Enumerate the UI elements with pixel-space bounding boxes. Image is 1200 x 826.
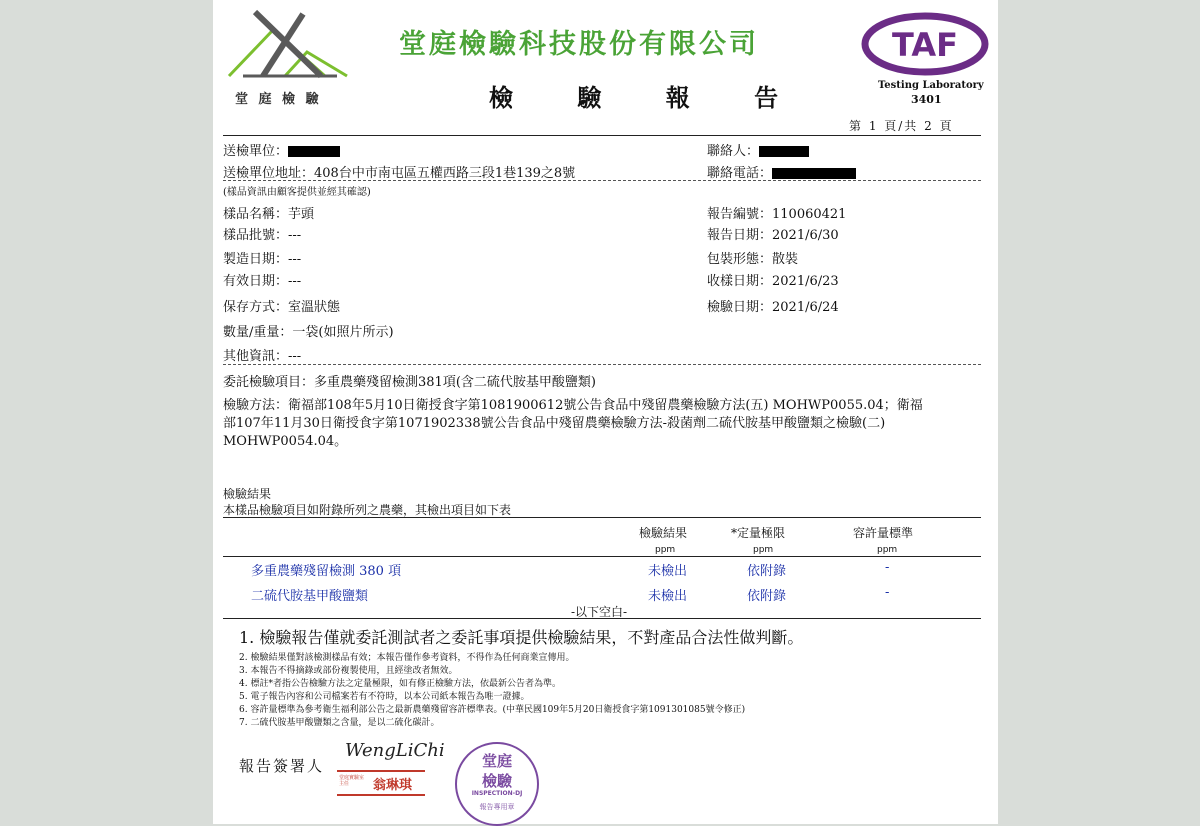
taf-mark: TAF (892, 26, 958, 64)
row-2-limit: 依附錄 (747, 589, 787, 604)
table-top-line (223, 517, 981, 518)
report-paper (213, 0, 998, 824)
exp-date-row: 有效日期：--- (223, 274, 302, 289)
mfg-date-row: 製造日期：--- (223, 252, 302, 267)
phone-row (707, 162, 856, 181)
method-line-2: 部107年11月30日衛授食字第1071902338號公告食品中殘留農藥檢驗方法-殺菌劑二硫代胺基甲酸鹽類之檢驗(二) (223, 416, 886, 431)
client-unit-label: 送檢單位： (223, 144, 289, 159)
seal-line4: 報告專用章 (479, 803, 515, 811)
storage-row: 保存方式：室溫狀態 (223, 300, 341, 315)
note-3: 3. 本報告不得摘錄或部份複製使用，且經塗改者無效。 (239, 666, 458, 676)
client-unit-row (223, 140, 340, 159)
name-stamp (337, 770, 425, 796)
phone-label: 聯絡電話： (707, 166, 773, 181)
contact-label: 聯絡人： (707, 144, 760, 159)
redacted-phone (772, 168, 856, 179)
header-divider (223, 135, 981, 136)
col-header-result: 檢驗結果 (639, 526, 688, 540)
note-main: 1. 檢驗報告僅就委託測試者之委託事項提供檢驗結果，不對產品合法性做判斷。 (239, 628, 804, 647)
report-no-row: 報告編號：110060421 (707, 207, 847, 222)
taf-logo-icon (861, 10, 989, 82)
name-stamp-title: 堂庭實驗室主任 (339, 775, 365, 787)
unit-result: ppm (655, 545, 676, 555)
signature-handwriting: WengLiChi (345, 740, 445, 761)
report-title: 檢 驗 報 告 (489, 83, 807, 112)
name-stamp-name: 翁琳琪 (373, 778, 413, 793)
commission-row: 委託檢驗項目：多重農藥殘留檢測381項(含二硫代胺基甲酸鹽類) (223, 375, 596, 390)
row-2-standard: - (885, 585, 890, 600)
method-line-3: MOHWP0054.04。 (223, 434, 348, 449)
test-date-row: 檢驗日期：2021/6/24 (707, 300, 839, 315)
table-bottom-line (223, 618, 981, 619)
page-info: 第 1 頁/共 2 頁 (849, 119, 954, 133)
customer-note: (樣品資訊由顧客提供並經其確認) (223, 187, 371, 198)
results-title: 檢驗結果 (223, 487, 272, 501)
address-row (223, 162, 575, 181)
row-1-standard: - (885, 560, 890, 575)
row-2-item: 二硫代胺基甲酸鹽類 (251, 589, 369, 604)
row-1-item: 多重農藥殘留檢測 380 項 (251, 564, 402, 579)
note-5: 5. 電子報告內容和公司檔案若有不符時，以本公司紙本報告為唯一證據。 (239, 692, 530, 702)
logo-text: 堂 庭 檢 驗 (235, 92, 322, 107)
note-7: 7. 二硫代胺基甲酸鹽類之含量，是以二硫化碳計。 (239, 718, 440, 728)
sample-batch-row: 樣品批號：--- (223, 228, 302, 243)
contact-row (707, 140, 809, 159)
row-1-result: 未檢出 (648, 564, 688, 579)
company-seal (455, 742, 539, 826)
dashed-divider-1 (223, 180, 981, 181)
seal-line2: 檢驗 (481, 772, 512, 790)
results-subtitle: 本樣品檢驗項目如附錄所列之農藥，其檢出項目如下表 (223, 503, 512, 517)
receive-date-row: 收樣日期：2021/6/23 (707, 274, 839, 289)
note-6: 6. 容許量標準為參考衛生福利部公告之最新農藥殘留容許標準表。(中華民國109年5月20日衛授食字第1091301085號令修正) (239, 705, 746, 715)
report-date-row: 報告日期：2021/6/30 (707, 228, 839, 243)
seal-line3: INSPECTION-DJ (471, 790, 523, 797)
company-logo-icon (225, 8, 353, 88)
dashed-divider-2 (223, 364, 981, 365)
note-2: 2. 檢驗結果僅對該檢測樣品有效；本報告僅作參考資料，不得作為任何商業宣傳用。 (239, 653, 575, 663)
taf-line2: 3401 (911, 93, 942, 106)
signature-label: 報告簽署人 (239, 757, 325, 775)
note-4: 4. 標註*者指公告檢驗方法之定量極限，如有修正檢驗方法，依最新公告者為準。 (239, 679, 561, 689)
company-name: 堂庭檢驗科技股份有限公司 (399, 29, 759, 60)
redacted-unit (288, 146, 340, 157)
row-1-limit: 依附錄 (747, 564, 787, 579)
other-info-row: 其他資訊：--- (223, 349, 302, 364)
seal-line1: 堂庭 (481, 752, 512, 770)
redacted-contact (759, 146, 809, 157)
col-header-limit: *定量極限 (731, 526, 786, 540)
package-row: 包裝形態：散裝 (707, 252, 799, 267)
row-2-result: 未檢出 (648, 589, 688, 604)
unit-limit: ppm (753, 545, 774, 555)
table-header-line (223, 556, 981, 557)
col-header-standard: 容許量標準 (853, 526, 914, 540)
method-line-1: 檢驗方法：衛福部108年5月10日衛授食字第1081900612號公告食品中殘留農藥檢驗方法(五) MOHWP0055.04；衛福 (223, 398, 923, 413)
address-value: 408台中市南屯區五權西路三段1巷139之8號 (314, 166, 576, 181)
unit-standard: ppm (877, 545, 898, 555)
end-mark: -以下空白- (571, 605, 628, 619)
sample-name-row: 樣品名稱：芋頭 (223, 207, 315, 222)
quantity-row: 數量/重量：一袋(如照片所示) (223, 325, 394, 340)
taf-line1: Testing Laboratory (878, 80, 984, 91)
address-label: 送檢單位地址： (223, 166, 315, 181)
